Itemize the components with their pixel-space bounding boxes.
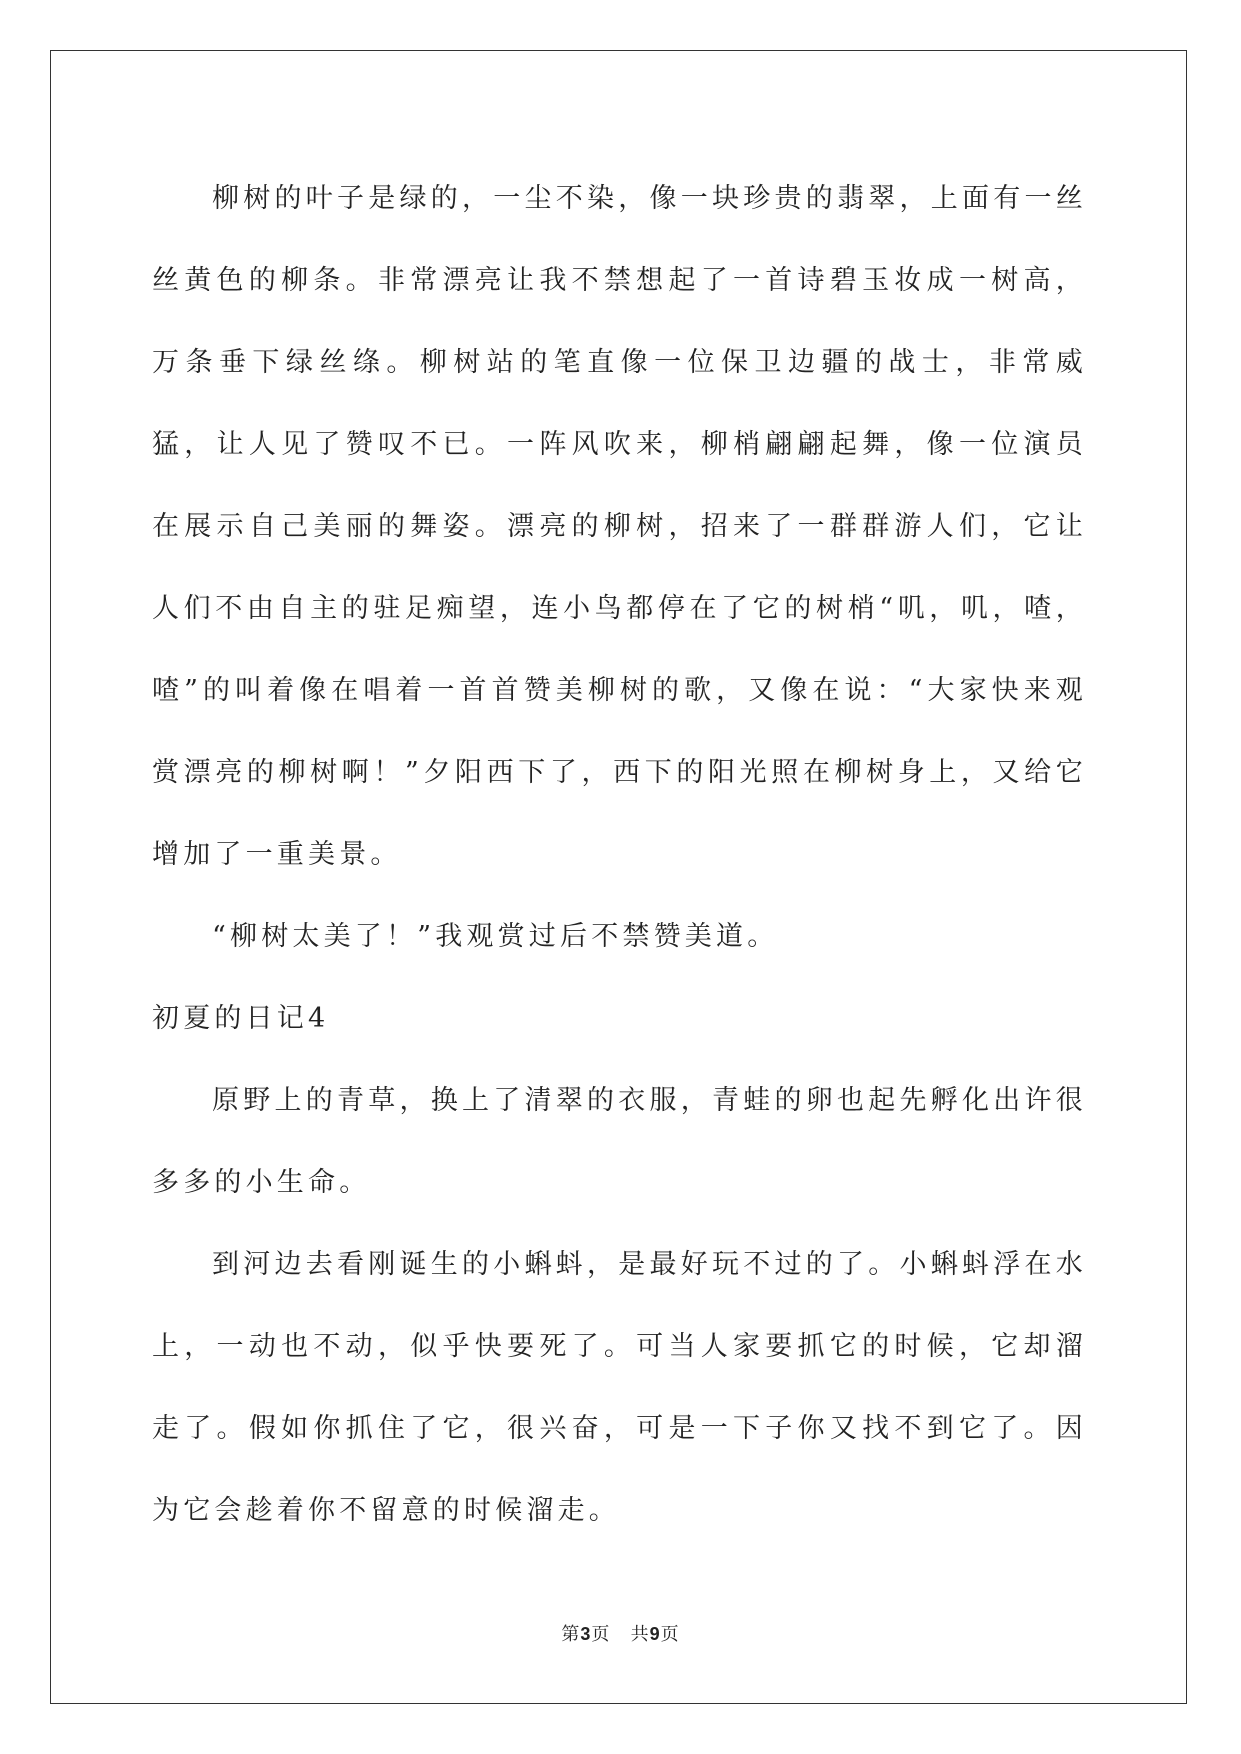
total-pages: 9 [649, 1624, 661, 1644]
page-suffix: 页 [591, 1624, 611, 1645]
paragraph-willow-exclamation: “柳树太美了！”我观赏过后不禁赞美道。 [212, 921, 779, 952]
section-heading: 初夏的日记4 [152, 1003, 330, 1034]
page-number: 3 [580, 1624, 592, 1644]
paragraph-tadpoles: 到河边去看刚诞生的小蝌蚪，是最好玩不过的了。小蝌蚪浮在水上，一动也不动，似乎快要死了。可当人家要抓它的时候，它却溜走了。假如你抓住了它，很兴奋，可是一下子你又找不到它了。因为它会趁着你不留意的时候溜走。 [152, 1249, 1087, 1526]
total-prefix: 共 [630, 1624, 650, 1645]
page-footer [0, 1620, 1241, 1646]
paragraph-grassland: 原野上的青草，换上了清翠的衣服，青蛙的卵也起先孵化出许很多多的小生命。 [152, 1085, 1087, 1198]
paragraph-willow-description: 柳树的叶子是绿的，一尘不染，像一块珍贵的翡翠，上面有一丝丝黄色的柳条。非常漂亮让我不禁想起了一首诗碧玉妆成一树高，万条垂下绿丝绦。柳树站的笔直像一位保卫边疆的战士，非常威猛，让人见了赞叹不已。一阵风吹来，柳梢翩翩起舞，像一位演员在展示自己美丽的舞姿。漂亮的柳树，招来了一群群游人们，它让人们不由自主的驻足痴望，连小鸟都停在了它的树梢“叽，叽，喳，喳”的叫着像在唱着一首首赞美柳树的歌，又像在说：“大家快来观赏漂亮的柳树啊！”夕阳西下了，西下的阳光照在柳树身上，又给它增加了一重美景。 [152, 183, 1087, 870]
document-body [152, 158, 1087, 1552]
page-prefix: 第 [561, 1624, 581, 1645]
total-suffix: 页 [660, 1624, 680, 1645]
